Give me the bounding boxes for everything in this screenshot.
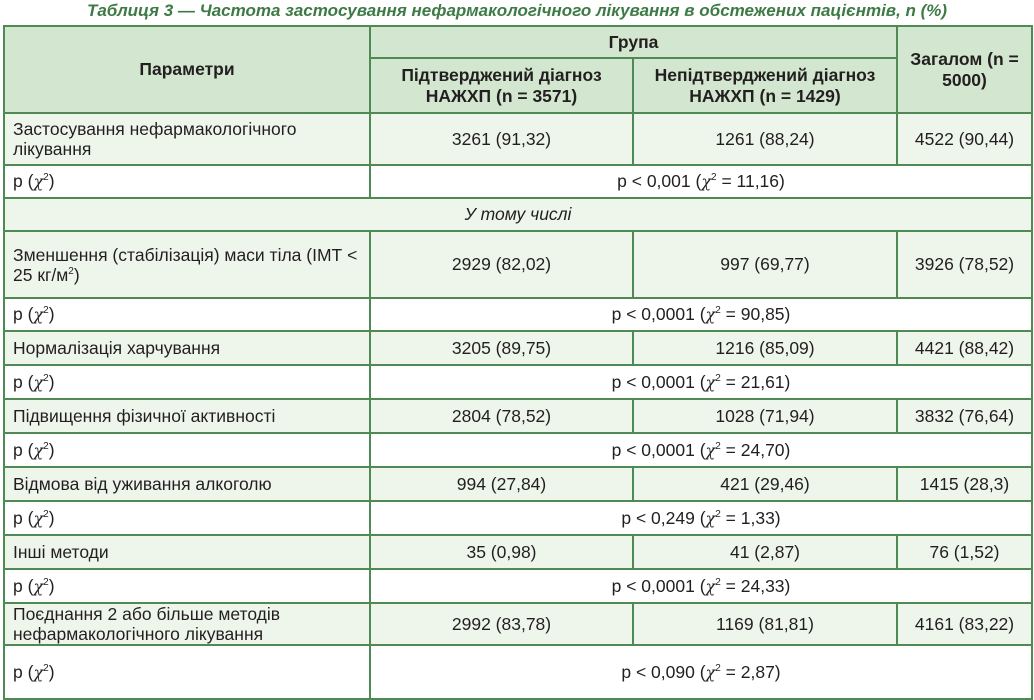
cell-confirmed: 2804 (78,52) (370, 399, 633, 433)
cell-unconfirmed: 421 (29,46) (633, 467, 897, 501)
table-body (4, 113, 1032, 699)
cell-total: 4522 (90,44) (897, 113, 1032, 165)
cell-unconfirmed: 1028 (71,94) (633, 399, 897, 433)
section-row (4, 198, 1032, 231)
row-parameter: Інші методи (4, 535, 370, 569)
data-table (3, 25, 1033, 700)
p-value: p < 0,0001 $(\chi^2 = 21,61)$ (370, 365, 1032, 399)
p-value: p < 0,249 $(\chi^2 = 1,33)$ (370, 501, 1032, 535)
cell-confirmed: 3205 (89,75) (370, 331, 633, 365)
p-value: p < 0,090 $(\chi^2 = 2,87)$ (370, 645, 1032, 699)
p-label: p $(\chi^2)$ (4, 165, 370, 198)
p-value-row (4, 501, 1032, 535)
row-parameter: Підвищення фізичної активності (4, 399, 370, 433)
p-value: p < 0,0001 $(\chi^2 = 24,70)$ (370, 433, 1032, 467)
table-row (4, 231, 1032, 298)
cell-total: 76 (1,52) (897, 535, 1032, 569)
p-value-row (4, 298, 1032, 331)
table-row (4, 467, 1032, 501)
cell-unconfirmed: 1169 (81,81) (633, 603, 897, 645)
p-value-row (4, 165, 1032, 198)
p-label: p $(\chi^2)$ (4, 365, 370, 399)
table-title: Таблиця 3 — Частота застосування нефармакологічного лікування в обстежених пацієнтів, n (%) (86, 1, 948, 20)
header-parameters: Параметри (4, 26, 370, 113)
cell-total: 4421 (88,42) (897, 331, 1032, 365)
cell-unconfirmed: 997 (69,77) (633, 231, 897, 298)
table-row (4, 331, 1032, 365)
header-confirmed: Підтверджений діагноз НАЖХП (n = 3571) (370, 58, 633, 113)
p-label: p $(\chi^2)$ (4, 298, 370, 331)
row-parameter: Поєднання 2 або більше методів нефармакологічного лікування (4, 603, 370, 645)
cell-confirmed: 2992 (83,78) (370, 603, 633, 645)
section-label: У тому числі (4, 198, 1032, 231)
p-value-row (4, 365, 1032, 399)
cell-total: 4161 (83,22) (897, 603, 1032, 645)
cell-confirmed: 35 (0,98) (370, 535, 633, 569)
row-parameter: Відмова від уживання алкоголю (4, 467, 370, 501)
table-row (4, 535, 1032, 569)
table-row (4, 603, 1032, 645)
p-label: p $(\chi^2)$ (4, 569, 370, 603)
header-unconfirmed: Непідтверджений діагноз НАЖХП (n = 1429) (633, 58, 897, 113)
row-parameter: Застосування нефармакологічного лікування (4, 113, 370, 165)
p-label: p $(\chi^2)$ (4, 501, 370, 535)
cell-confirmed: 3261 (91,32) (370, 113, 633, 165)
p-value-row (4, 645, 1032, 699)
p-value: p < 0,001 $(\chi^2 = 11,16)$ (370, 165, 1032, 198)
header-total: Загалом (n = 5000) (897, 26, 1032, 113)
cell-total: 1415 (28,3) (897, 467, 1032, 501)
cell-unconfirmed: 1261 (88,24) (633, 113, 897, 165)
cell-total: 3926 (78,52) (897, 231, 1032, 298)
p-value-row (4, 569, 1032, 603)
cell-unconfirmed: 1216 (85,09) (633, 331, 897, 365)
table-row (4, 399, 1032, 433)
row-parameter: Зменшення (стабілізація) маси тіла (ІМТ < 25 $кг/м^2$) (4, 231, 370, 298)
p-label: p $(\chi^2)$ (4, 645, 370, 699)
cell-total: 3832 (76,64) (897, 399, 1032, 433)
p-value: p < 0,0001 $(\chi^2 = 90,85)$ (370, 298, 1032, 331)
p-label: p $(\chi^2)$ (4, 433, 370, 467)
row-parameter: Нормалізація харчування (4, 331, 370, 365)
cell-unconfirmed: 41 (2,87) (633, 535, 897, 569)
cell-confirmed: 994 (27,84) (370, 467, 633, 501)
table-row (4, 113, 1032, 165)
header-group: Група (370, 26, 897, 58)
cell-confirmed: 2929 (82,02) (370, 231, 633, 298)
p-value-row (4, 433, 1032, 467)
p-value: p < 0,0001 $(\chi^2 = 24,33)$ (370, 569, 1032, 603)
